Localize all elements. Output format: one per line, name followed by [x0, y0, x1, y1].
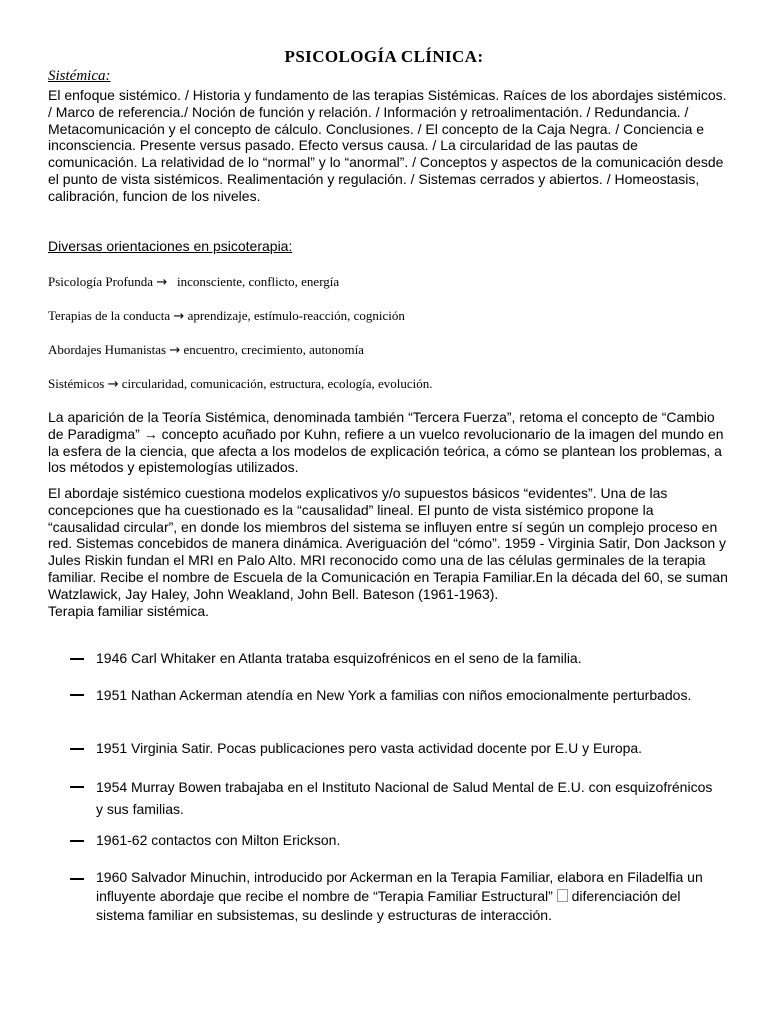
- orientation-item: [48, 342, 364, 358]
- missing-glyph-icon: [557, 889, 568, 902]
- orientation-desc: encuentro, crecimiento, autonomía: [183, 342, 364, 357]
- orientation-name: Abordajes Humanistas: [48, 342, 167, 357]
- page-title: PSICOLOGÍA CLÍNICA:: [284, 47, 484, 66]
- orientation-item: [48, 274, 339, 290]
- orientation-item: [48, 308, 405, 324]
- arrow-icon: →: [173, 309, 185, 324]
- arrow-icon: →: [169, 343, 181, 358]
- orientation-desc: inconsciente, conflicto, energía: [176, 274, 340, 289]
- orientation-desc: aprendizaje, estímulo-reacción, cognición: [187, 308, 405, 323]
- systemic-paragraph-body: El abordaje sistémico cuestiona modelos explicativos y/o supuestos básicos “evidentes”. Una de las concepciones que ha cuestionado es la “causalidad” lineal. El punto de vista sistémico propone la “causalidad circular”, en donde los miembros del sistema se influyen entre sí según un complejo proceso en red. Sistemas concebidos de manera dinámica. Averiguación del “cómo”. 1959 - Virginia Satir, Don Jackson y Jules Riskin fundan el MRI en Palo Alto. MRI reconocido como una de las células germinales de la terapia familiar. Recibe el nombre de Escuela de la Comunicación en Terapia Familiar.En la década del 60, se suman Watzlawick, Jay Haley, John Weakland, John Bell. Bateson (1961-1963).: [48, 485, 728, 602]
- section-heading: Sistémica:: [48, 68, 111, 84]
- dash-icon: [70, 748, 84, 750]
- intro-paragraph: El enfoque sistémico. / Historia y fundamento de las terapias Sistémicas. Raíces de los abordajes sistémicos. / Marco de referencia./ Noción de función y relación. / Información y retroalimentación. / Redundancia. / Metacomunicación y el concepto de cálculo. Conclusiones. / El concepto de la Caja Negra. / Conciencia e inconsciencia. Presente versus pasado. Efecto versus causa. / La circularidad de las pautas de comunicación. La relatividad de lo “normal” y lo “anormal”. / Conceptos y aspectos de la comunicación desde el punto de vista sistémicos. Realimentación y regulación. / Sistemas cerrados y abiertos. / Homeostasis, calibración, funcion de los niveles.: [48, 87, 727, 204]
- timeline-text: [96, 868, 716, 925]
- orientations-heading: Diversas orientaciones en psicoterapia:: [48, 238, 293, 254]
- timeline-text: 1954 Murray Bowen trabajaba en el Instituto Nacional de Salud Mental de E.U. con esquizofrénicos y sus familias.: [96, 779, 713, 817]
- orientation-name: Terapias de la conducta: [48, 308, 171, 323]
- orientation-name: Psicología Profunda: [48, 274, 154, 289]
- arrow-icon: →: [156, 275, 168, 290]
- dash-icon: [70, 786, 84, 788]
- dash-icon: [70, 840, 84, 842]
- systemic-paragraph: [48, 485, 728, 619]
- timeline-text: 1951 Nathan Ackerman atendía en New York a familias con niños emocionalmente perturbados.: [96, 687, 692, 703]
- timeline-text: 1961-62 contactos con Milton Erickson.: [96, 832, 341, 848]
- timeline-text: 1946 Carl Whitaker en Atlanta trataba esquizofrénicos en el seno de la familia.: [96, 650, 582, 666]
- timeline-text-main: 1960 Salvador Minuchin, introducido por Ackerman en la Terapia Familiar, elabora en Filadelfia un influyente abordaje que recibe el nombre de “Terapia Familiar Estructural”: [96, 869, 703, 904]
- orientation-name: Sistémicos: [48, 376, 105, 391]
- dash-icon: [70, 658, 84, 660]
- timeline-text-continuation: diferenciación del sistema familiar en subsistemas, su deslinde y estructuras de interacción.: [96, 888, 681, 923]
- timeline-text: 1951 Virginia Satir. Pocas publicaciones pero vasta actividad docente por E.U y Europa.: [96, 740, 643, 756]
- dash-icon: [70, 694, 84, 696]
- orientation-desc: circularidad, comunicación, estructura, ecología, evolución.: [121, 376, 433, 391]
- systemic-paragraph-tail: Terapia familiar sistémica.: [48, 602, 210, 619]
- paradigm-paragraph: La aparición de la Teoría Sistémica, denominada también “Tercera Fuerza”, retoma el concepto de “Cambio de Paradigma” → concepto acuñado por Kuhn, refiere a un vuelco revolucionario de la imagen del mundo en la esfera de la ciencia, que afecta a los modelos de explicación teórica, a cómo se plantean los problemas, a los métodos y epistemologías utilizados.: [48, 409, 724, 476]
- dash-icon: [70, 878, 84, 880]
- arrow-icon: →: [107, 377, 119, 392]
- orientation-item: [48, 376, 433, 392]
